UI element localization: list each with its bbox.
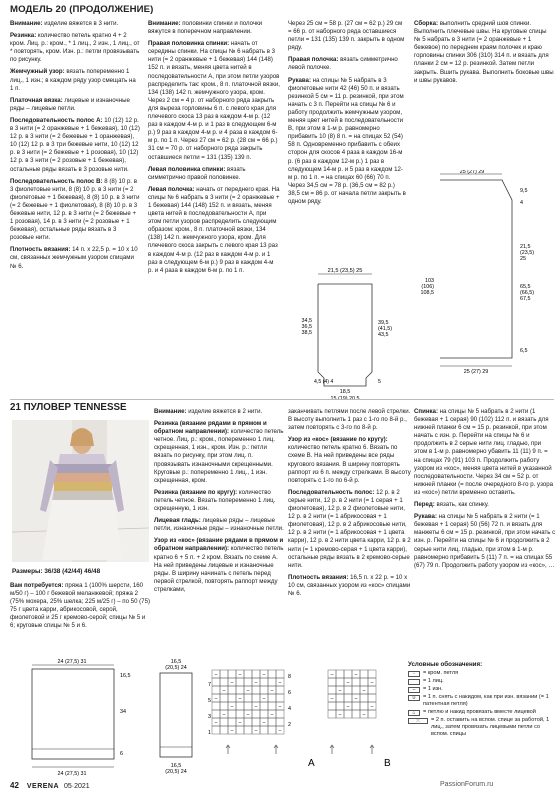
m20c3-paragraph (288, 56, 406, 72)
m20c3-paragraph-heading: Правая полочка: (288, 56, 339, 64)
m21c2-paragraph-heading: Резинка (вязание рядами в прямом и обратном направлении): (154, 420, 267, 436)
m21c3-paragraph-heading: Узор из «кос» (вязание по кругу): (288, 436, 388, 444)
cable-stitch-icon: ⤫ (408, 718, 428, 724)
svg-text:–: – (330, 672, 334, 678)
legend-item-selvage: ◦ = кром. петля (408, 670, 558, 677)
svg-text:–: – (370, 704, 374, 710)
svg-text:–: – (230, 680, 234, 686)
repeat-arrow-icon (370, 745, 374, 754)
svg-text:–: – (262, 720, 266, 726)
svg-text:–: – (214, 696, 218, 702)
svg-text:–: – (238, 720, 242, 726)
svg-text:–: – (346, 680, 350, 686)
svg-text:–: – (354, 696, 358, 702)
svg-text:–: – (238, 696, 242, 702)
chart-row-label: 7 (208, 682, 211, 688)
m21c1-paragraph-text: пряжа 1 (100% шерсти, 160 м/50 г) – 100 г бежевой меланжевой; пряжа 2 (75% мохера, 25% шелка; 225 м/25 г) – по 50 (75) 75 г цвета карри, абрикосовой, серой, фиолетовой и 25 г кремово-серой; спицы № 5 и 6; круговые спицы № 5 и 6. (10, 582, 150, 630)
m20c2-paragraph-heading: Правая половинка спинки: (148, 40, 230, 48)
svg-text:–: – (230, 704, 234, 710)
svg-text:–: – (214, 720, 218, 726)
legend (408, 661, 558, 739)
m20c2-paragraph (148, 20, 280, 36)
page-number: 42 (10, 781, 19, 790)
m20c1-paragraph-heading: Последовательность полос А: (10, 116, 103, 124)
svg-text:–: – (238, 672, 242, 678)
m20-column-1 (10, 20, 140, 400)
chart-row-label: 8 (288, 674, 291, 680)
svg-text:–: – (330, 696, 334, 702)
m20c1-paragraph-text: лицевые и изнаночные ряды – лицевые петли. (10, 96, 130, 112)
m20-sleeve-bottom2-label: 15 (19) 20,5 (330, 396, 360, 400)
knit-charts (208, 660, 404, 778)
m20-sleeve-bottom1-label: 18,5 (339, 389, 351, 395)
svg-text:–: – (254, 680, 258, 686)
m21-pullover-r3-label: 6 (120, 751, 123, 757)
m20-sleeve-left-label: 34,5 36,5 38,5 (301, 318, 312, 336)
svg-text:–: – (278, 680, 282, 686)
site-watermark: PassionForum.ru (440, 781, 494, 788)
m20c1-paragraph-text: вязать попеременно 1 лиц., 1 изн.; в каждом ряду узор смещать на 1 п. (10, 68, 136, 92)
page-footer (10, 781, 494, 790)
m20c2-paragraph (148, 40, 280, 161)
chart-row-label: A (308, 758, 315, 769)
m20c1-paragraph (10, 68, 140, 92)
m21-pullover-diagram (10, 655, 150, 777)
svg-text:–: – (222, 712, 226, 718)
m20c2-paragraph-text: начать от переднего края. На спицы № 6 набрать в 3 нити (= 2 оранжевые + 1 бежевая) 144 (148) 152 п. и вязать, меняя цвета нитей в последовательности А, при этом петли узоров распределить следующим образом: кром., 8 п. платочной вязки, 134 (138) 142 п. жемчужного узора, кром. Для плечевого скоса закрыть с левого края 13 раз в каждом 4-м р. (12 раз в каждом 4-м р. и 1 раз в следующем 6-м р.) 9 раз в каждом 4-м р. и 4 раза в каждом 6-м р. по 1 п. (148, 185, 280, 274)
m20c2-paragraph-heading: Левая половинка спинки: (148, 165, 226, 173)
svg-text:–: – (254, 704, 258, 710)
m20-body-r5-label: 6,5 (520, 348, 528, 354)
svg-text:–: – (346, 704, 350, 710)
slip-stitch-icon: ∪ (408, 695, 420, 701)
chart-b-grid (328, 670, 376, 718)
m20c3-paragraph-text: вязать симметрично левой полочке. (288, 56, 398, 72)
repeat-arrow-icon (226, 745, 230, 754)
m21c4-paragraph (414, 408, 556, 497)
m20c2-paragraph-text: начать от середины спинки. На спицы № 6 набрать в 3 нити (= 2 оранжевые + 1 бежевая) 144 (148) 152 п. и вязать, меняя цвета нитей в последовательности А, при этом петли узоров распределить так: кром., 8 п. платочной вязки, 134 (138) 142 п. жемчужного узора, кром. Через 2 см = 4 р. от наборного ряда закрыть для выреза горловины 6 п. с левого края для плечевого скоса 13 раз в каждом 4-м р. (12 раз в каждом 4-м р. и 1 раз в следующем 6-м р.) 9 раз в каждом 4-м р. и 4 раза в каждом 6-м р. по 1 п. Через 27 см = 62 р. (28 см = 66 р.) 31 см = 70 р. от наборного ряда закрыть оставшиеся петли = 131 (135) 139 п. (148, 40, 280, 161)
m20c1-paragraph-text: 8 (8) 10 р. в 3 фиолетовые нити, 8 (8) 10 р. в 3 нити (= 2 фиолетовые + 1 бежевая), 8 (8) 10 р. в 3 нити (= 2 бежевые + 1 фиолетовая), 8 (8) 10 р. в 3 бежевые нити, 12 р. в 3 нити (= 2 бежевые + 1 розовая), 14 р. в 3 нити (= 2 розовые + 1 бежевая), остальные ряды вязать в 3 розовые нити. (10, 177, 140, 242)
m20c3-paragraph-text: на спицы № 5 набрать в 3 фиолетовые нити 42 (46) 50 п. и вязать резинкой 5 см = 11 р. резинкой, при этом начать с 3 п. Перейти на спицы № 6 и работу продолжить жемчужным узором, меняя цвет нитей в последовательности В, при этом в 1-м р. равномерно прибавить 10 (8) 8 п. = на спицах 52 (54) 58 п. Одновременно прибавить с обеих сторон для скосов 4 раза в каждом 16-м р. (6 раз в каждом 12-м р.) 1 раз в следующем 14-м р. и 5 раз в каждом 12-м р. по 1 п. = на спицах 60 (66) 70 п. Через 34,5 см = 78 р. (36,5 см = 82 р.) 38,5 см = 86 р. от начала петли закрыть в одном ряду. (288, 76, 406, 205)
m21c3-paragraph (288, 574, 412, 598)
m21-column-4 (414, 408, 556, 660)
legend-item-cable: ⤫ = 2 п. оставить на вспом. спице за работой, 1 лиц., затем провязать лицевыми петли со вспом. спицы (408, 717, 558, 738)
m20-body-r1-label: 9,5 (520, 188, 528, 194)
chart-row-label: 4 (288, 706, 291, 712)
svg-text:–: – (278, 728, 282, 734)
m20-body-r4-label: 65,5 (66,5) 67,5 (520, 284, 535, 302)
m21c4-paragraph-heading: Перед: (414, 501, 435, 509)
magazine-issue: 05·2021 (64, 783, 90, 790)
m20c1-paragraph-text: изделие вяжется в 3 нити. (42, 20, 119, 27)
legend-title: Условные обозначения: (408, 661, 483, 668)
m20-sleeve-diagram (288, 262, 408, 400)
m20-body-r2-label: 4 (520, 200, 523, 206)
chart-row-label: B (384, 758, 391, 769)
m20c1-paragraph-text: количество петель кратно 4 + 2 кром. Лиц. р.: кром., * 1 лиц., 2 изн., 1 лиц., от * повторять, кром. Изн. р.: петли провязывать по рисунку. (10, 32, 140, 64)
m20-body-bottom-label: 25 (27) 29 (463, 369, 489, 375)
svg-text:–: – (338, 712, 342, 718)
knit-stitch-icon (408, 679, 420, 685)
m20c2-paragraph-text: половинки спинки и полочки вяжутся в поперечном направлении. (148, 20, 263, 36)
m20c4-paragraph-heading: Сборка: (414, 20, 438, 27)
svg-text:–: – (246, 712, 250, 718)
m21c4-paragraph-heading: Рукава: (414, 513, 437, 521)
section-title-model20: МОДЕЛЬ 20 (ПРОДОЛЖЕНИЕ) (10, 4, 154, 15)
m21c3-paragraph-text: 16,5 п. х 22 р. = 10 х 10 см, связанных узором из «кос» спицами № 6. (288, 573, 411, 597)
svg-text:–: – (262, 696, 266, 702)
m21c2-paragraph (154, 420, 286, 485)
m20-column-4 (414, 20, 554, 160)
m20c3-paragraph (288, 77, 406, 207)
svg-text:–: – (338, 688, 342, 694)
m20-body-top-label: 25 (27) 29 (459, 170, 485, 175)
m20c1-paragraph-text: 10 (12) 12 р. в 3 нити (= 2 оранжевые + 1 бежевая), 10 (12) 12 р. в 3 нити (= 2 бежевые + 1 оранжевая), 10 (12) 12 р. в 3 три бежевые нити, 10 (12) 12 р. в 3 нити (= 2 бежевые + 1 розовая), 10 (12) 12 р. в 3 нити (= 2 розовые + 1 бежевая), остальные ряды вязать в 3 розовые нити. (10, 116, 140, 173)
m21-column-2 (154, 408, 286, 648)
m21c3-paragraph (288, 436, 412, 485)
m20c1-paragraph-heading: Жемчужный узор: (10, 68, 65, 76)
m20c2-paragraph-text: вязать симметрично правой половинке. (148, 165, 246, 181)
m21c3-paragraph (288, 408, 412, 432)
chart-row-label: 1 (208, 730, 211, 736)
m20c1-paragraph (10, 97, 140, 113)
section-divider (10, 399, 554, 400)
selvage-stitch-icon: ◦ (408, 671, 420, 677)
chart-row-label: 2 (288, 722, 291, 728)
m21c2-paragraph-text: количество петель четное. Вязать попеременно 1 лиц. скрещенную, 1 изн. (154, 488, 276, 513)
m20c1-paragraph (10, 117, 140, 174)
m21-pullover-r1-label: 16,5 (120, 673, 131, 679)
m21-column-3 (288, 408, 412, 648)
m20c3-paragraph-text: Через 25 см = 58 р. (27 см = 62 р.) 29 см = 66 р. от наборного ряда оставшиеся петли = 131 (135) 139 п. закрыть в одном ряду. (288, 20, 405, 52)
m20c3-paragraph-heading: Рукава: (288, 76, 311, 84)
m20c2-paragraph (148, 166, 280, 182)
svg-text:–: – (270, 712, 274, 718)
m20-sleeve-b1-label: 4,5 (4) 4 (314, 379, 334, 385)
svg-text:–: – (230, 728, 234, 734)
legend-item-knit: = 1 лиц. (408, 678, 558, 685)
m21c4-paragraph (414, 513, 556, 570)
m21-pullover-r2-label: 34 (120, 709, 126, 715)
svg-text:–: – (362, 688, 366, 694)
m21c2-paragraph-heading: Внимание: (154, 408, 187, 415)
m21c2-paragraph-text: количество петель кратно 6 + 5 п. + 2 кром. Вязать по схеме А. На ней приведены лицевые и изнаночные ряды. В ширину начинать с петель перед первой стрелкой, повторять раппорт между стрелками, (154, 545, 284, 593)
svg-text:–: – (278, 704, 282, 710)
m20c1-paragraph (10, 20, 140, 28)
purl-stitch-icon: – (408, 687, 420, 693)
m21c4-paragraph-text: на спицы № 5 набрать в 2 нити (1 бежевая + 1 серая) 90 (102) 112 п. и вязать для нижней планки 6 см = 15 р. резинкой, при этом начать с изн. р. Перейти на спицы № 6 и продолжить в 2 серые нити лиц. гладью, при этом в 1-м р. равномерно убавить 11 (11) 9 п. = на спицах 79 (91) 103 п. Продолжить работу узором из «кос», меняя цвета нитей в указанной последовательности. Через 34 см = 52 р. от нижней планки (= после очередного 8-го р. узора из «кос») петли временно оставить. (414, 408, 553, 496)
m21c2-paragraph-heading: Узор из «кос» (вязание рядами в прямом и обратном направлении): (154, 537, 284, 553)
m21c4-paragraph-text: вязать, как спинку. (434, 501, 489, 509)
m20c1-paragraph (10, 178, 140, 243)
svg-text:–: – (262, 672, 266, 678)
magazine-name: VERENA (26, 783, 60, 790)
svg-text:–: – (214, 672, 218, 678)
m21c2-paragraph (154, 489, 286, 513)
chart-a-grid (212, 670, 284, 734)
m20-body-r3-label: 21,5 (23,5) 25 (520, 244, 535, 262)
m21c4-paragraph (414, 501, 556, 509)
m20c2-paragraph-heading: Левая полочка: (148, 185, 195, 193)
m20c1-paragraph-heading: Внимание: (10, 20, 43, 27)
svg-text:–: – (354, 672, 358, 678)
m20-body-diagram (412, 170, 558, 394)
legend-item-knit-together: ⌂ = петлю и накид провязать вместе лицевой (408, 709, 558, 716)
m20c1-paragraph (10, 246, 140, 270)
chart-row-label: 3 (208, 714, 211, 720)
m21c2-paragraph (154, 537, 286, 594)
m21c3-paragraph-text: 12 р. в 2 серые нити, 12 р. в 2 нити (= 1 серая + 1 фиолетовая), 12 р. в 2 фиолетовые нити, 12 р. в 2 нити (= 1 абрикосовая + 1 фиолетовая), 12 р. в 2 абрикосовые нити, 12 р. в 2 нити (= 1 абрикосовая + 1 цвета карри), 12 р. в 2 нити цвета карри, 12 р. в 2 нити (= 1 кремово-серая + 1 цвета карри), остальные ряды вязать в 2 кремово-серые нити. (288, 488, 411, 569)
knit-together-icon: ⌂ (408, 710, 420, 716)
m21c3-paragraph (288, 489, 412, 570)
m21c2-paragraph-heading: Лицевая гладь: (154, 517, 201, 525)
m21-column-1 (10, 582, 150, 652)
m20c1-paragraph-heading: Резинка: (10, 32, 37, 40)
svg-text:–: – (370, 680, 374, 686)
m21c2-paragraph (154, 517, 286, 533)
m20c4-paragraph (414, 20, 554, 85)
m21-pullover-top-label: 24 (27,5) 31 (57, 659, 87, 665)
model21-sizes: Размеры: 36/38 (42/44) 46/48 (12, 568, 101, 575)
m21c3-paragraph-heading: Плотность вязания: (288, 573, 349, 581)
m20-column-3 (288, 20, 406, 255)
repeat-arrow-icon (274, 745, 278, 754)
m20c2-paragraph-heading: Внимание: (148, 20, 181, 27)
m20c1-paragraph-heading: Платочная вязка: (10, 96, 63, 104)
m21c4-paragraph-text: на спицы № 5 набрать в 2 нити (= 1 бежевая + 1 серая) 50 (56) 72 п. и вязать для манжеты 6 см = 15 р. резинкой, при этом начать с изн. р. Перейти на спицы № 6 и продолжить в 2 серые нити лиц. гладью, при этом в 1-м р. равномерно прибавить 5 (11) 7 п. = на спицах 55 (67) 79 п. Продолжить работу узором из «кос», … (414, 513, 556, 569)
svg-text:–: – (222, 688, 226, 694)
legend-item-slip: ∪ = 1 п. снять с накидом, как при изн. вязании (= 1 патентная петля) (408, 694, 558, 708)
m20c4-paragraph-text: выполнить средний шов спинки. Выполнить плечевые швы. На круговые спицы № 5 набрать в 3 нити (= 2 оранжевые + 1 бежевое) по переднем краям полочек и краю горловины спинки 306 (310) 314 п. и вязать для планки 2 см = 12 р. резинкой. Затем петли закрыть. Вшить рукава. Выполнить боковые швы и швы рукавов. (414, 20, 554, 84)
m21c1-paragraph (10, 582, 150, 631)
m21c1-paragraph-heading: Вам потребуется: (10, 582, 64, 589)
m21-sleeve-bottom-label: 16,5 (20,5) 24 (165, 763, 187, 775)
m20-body-left-label: 103 (106) 108,5 (420, 278, 434, 296)
m21c2-paragraph (154, 408, 286, 416)
m21-sleeve-diagram (148, 655, 208, 780)
m21c2-paragraph-text: изделие вяжется в 2 нити. (186, 408, 263, 415)
m20c1-paragraph-heading: Последовательность полос В: (10, 177, 103, 185)
m21c2-paragraph-text: количество петель четное. Лиц. р.: кром., попеременно 1 лиц. скрещенная, 1 изн., кром. Изн. р.: петли вязать по рисунку, при этом лиц. п. провязывать изнаночными скрещенными. Круговые р.: попеременно 1 лиц., 1 изн. скрещенная, кром. (154, 428, 284, 484)
m20c1-paragraph (10, 32, 140, 64)
svg-text:–: – (246, 688, 250, 694)
m21-sleeve-top-label: 16,5 (20,5) 24 (165, 659, 187, 671)
section-title-model21: 21 ПУЛОВЕР TENNESSE (10, 402, 127, 413)
svg-text:–: – (362, 712, 366, 718)
m20-sleeve-top-label: 21,5 (23,5) 25 (327, 268, 363, 274)
m21c3-paragraph-text: заканчивать петлями после левой стрелки. В высоту выполнить 1 раз с 1-го по 8-й р., затем повторять с 3-го по 8-й р. (288, 408, 411, 432)
model21-photo (12, 420, 149, 562)
m20c3-paragraph (288, 20, 406, 52)
m21c2-paragraph-heading: Резинка (вязание по кругу): (154, 488, 238, 496)
repeat-arrow-icon (330, 745, 334, 754)
m21c4-paragraph-heading: Спинка: (414, 408, 438, 415)
m20c1-paragraph-heading: Плотность вязания: (10, 246, 71, 254)
m21-pullover-bottom-label: 24 (27,5) 31 (57, 771, 87, 777)
chart-row-label: 6 (288, 690, 291, 696)
m20-sleeve-right-label: 39,5 (41,5) 43,5 (378, 320, 393, 338)
svg-text:–: – (254, 728, 258, 734)
m20c2-paragraph (148, 186, 280, 275)
m20-sleeve-b2-label: 5 (378, 379, 381, 385)
m21c3-paragraph-text: количество петель кратно 6. Вязать по схеме В. На ней приведены все ряды кругового вязания. В ширину повторять раппорт из 6 п. между стрелками. В высоту повторять с 1-го по 6-й р. (288, 444, 411, 484)
legend-item-purl: – = 1 изн. (408, 686, 558, 693)
m21c2-paragraph-text: лицевые ряды – лицевые петли, изнаночные ряды – изнаночные петли. (154, 517, 284, 533)
m20c1-paragraph-text: 14 п. х 22,5 р. = 10 х 10 см, связанных жемчужным узором спицами № 6. (10, 246, 138, 270)
svg-text:–: – (270, 688, 274, 694)
m20-column-2 (148, 20, 280, 400)
m21c3-paragraph-heading: Последовательность полос: (288, 488, 375, 496)
chart-row-label: 5 (208, 698, 211, 704)
